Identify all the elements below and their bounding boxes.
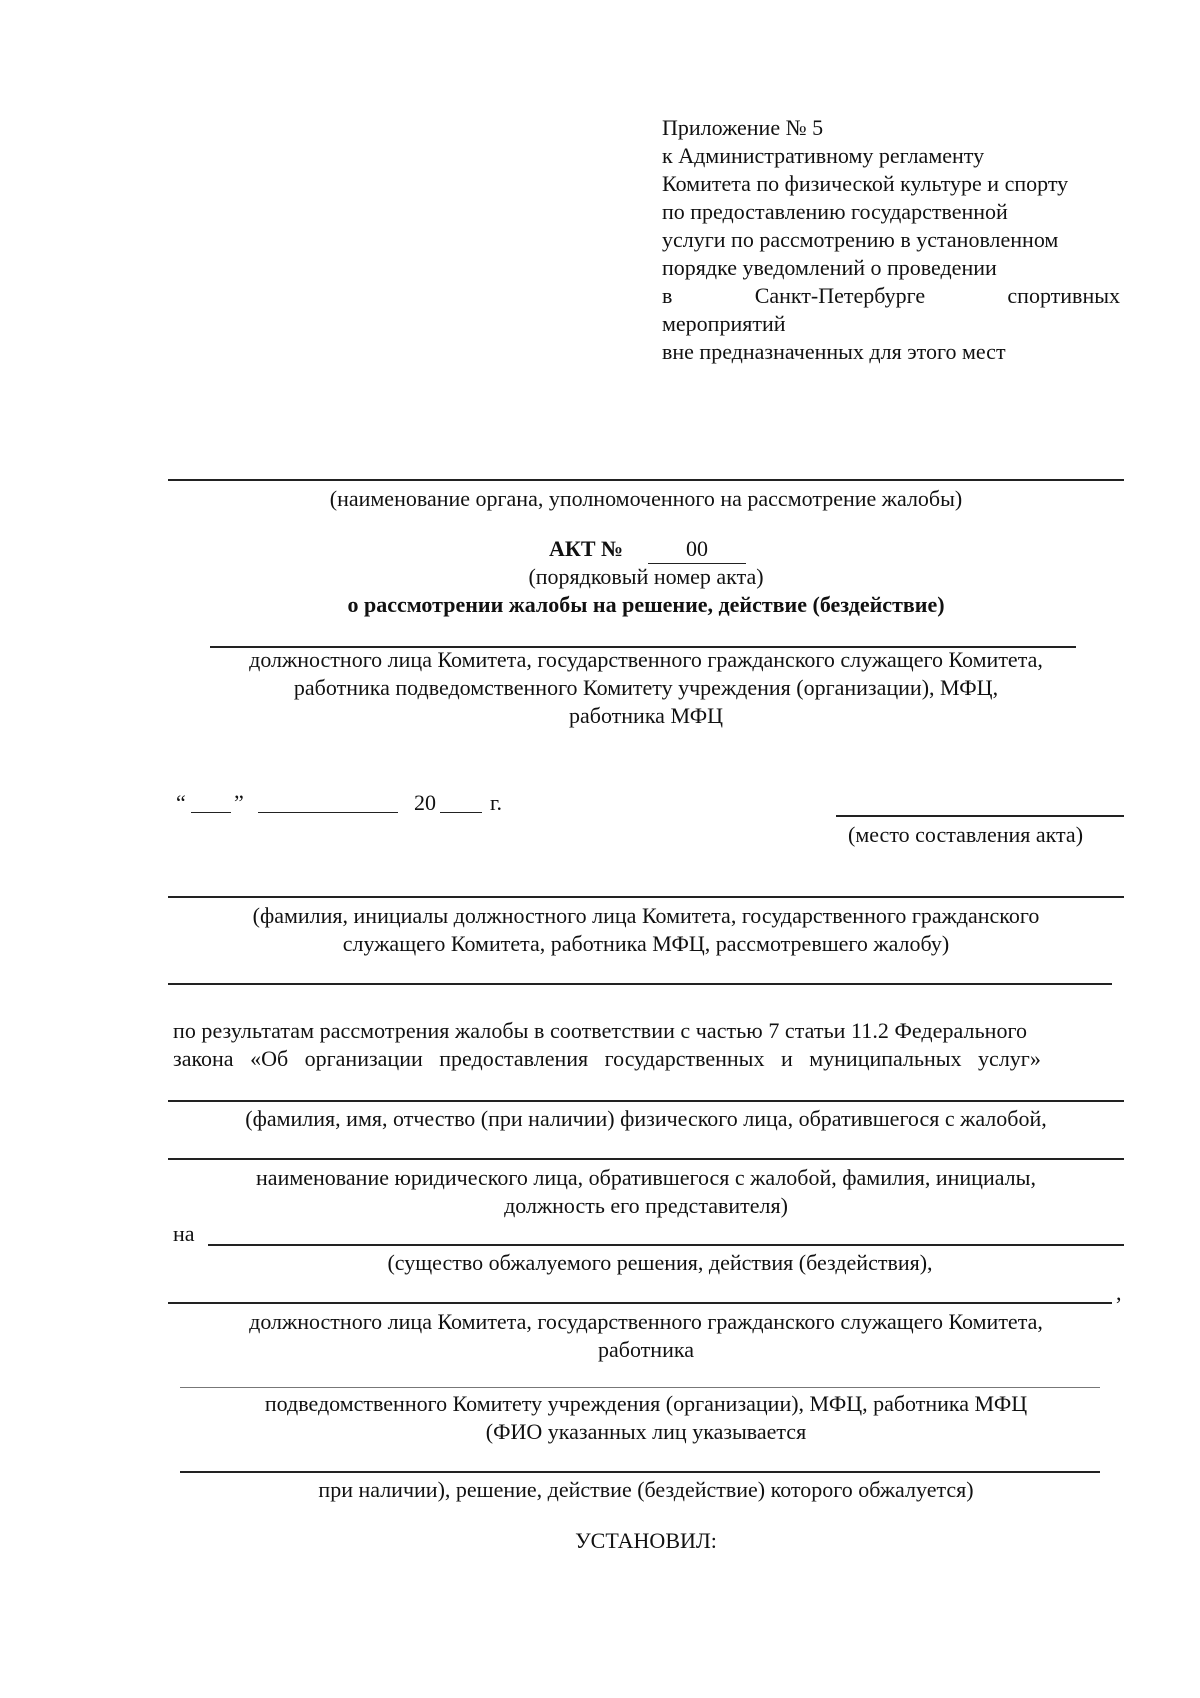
appendix-line: Комитета по физической культуре и спорту	[662, 171, 1069, 196]
place-line	[836, 815, 1124, 817]
persons-caption	[168, 646, 1124, 730]
place-caption: (место составления акта)	[848, 822, 1084, 847]
reviewer-caption	[168, 902, 1124, 958]
complainant-caption-1: (фамилия, имя, отчество (при наличии) физического лица, обратившегося с жалобой,	[245, 1106, 1047, 1131]
appendix-line: по предоставлению государственной	[662, 199, 1008, 224]
act-number: 00	[686, 536, 708, 561]
reviewer-caption-line: служащего Комитета, работника МФЦ, рассмотревшего жалобу)	[342, 931, 950, 956]
appendix-line: услуги по рассмотрению в установленном	[662, 227, 1059, 252]
appendix-line: к Административному регламенту	[662, 143, 985, 168]
date-day-blank	[191, 812, 231, 813]
date-open-quote: “	[176, 790, 186, 815]
essence-caption: (существо обжалуемого решения, действия (бездействия),	[387, 1250, 933, 1275]
complainant-caption-line: должность его представителя)	[504, 1193, 788, 1218]
results-text-line: по результатам рассмотрения жалобы в соответствии с частью 7 статьи 11.2 Федерального	[173, 1018, 1028, 1043]
date-year-blank	[440, 812, 482, 813]
appendix-line: вне предназначенных для этого мест	[662, 339, 1006, 364]
appendix-spread-line	[662, 282, 1120, 310]
subordinate-caption-line: подведомственного Комитету учреждения (организации), МФЦ, работника МФЦ	[264, 1391, 1028, 1416]
essence-line	[208, 1244, 1124, 1246]
complainant-line-2	[168, 1158, 1124, 1160]
persons-caption-line: работника МФЦ	[569, 703, 723, 728]
persons-caption-line: работника подведомственного Комитету учреждения (организации), МФЦ,	[293, 675, 999, 700]
subordinate-caption	[168, 1390, 1124, 1446]
reviewer-caption-line: (фамилия, инициалы должностного лица Комитета, государственного гражданского	[252, 903, 1040, 928]
official-caption-line: работника	[598, 1337, 694, 1362]
date-close-quote: ”	[234, 790, 244, 815]
complainant-line-1	[168, 1100, 1124, 1102]
persons-caption-line: должностного лица Комитета, государственного гражданского служащего Комитета,	[249, 647, 1043, 672]
official-caption	[168, 1308, 1124, 1364]
subordinate-caption-line: (ФИО указанных лиц указывается	[485, 1419, 807, 1444]
complainant-caption-2	[168, 1164, 1124, 1220]
presence-line	[180, 1471, 1100, 1473]
on-label: на	[173, 1221, 195, 1246]
complainant-caption-line: наименование юридического лица, обратившегося с жалобой, фамилия, инициалы,	[256, 1165, 1036, 1190]
appendix-word: Санкт-Петербурге	[754, 283, 926, 308]
presence-caption: при наличии), решение, действие (бездействие) которого обжалуется)	[318, 1477, 974, 1502]
act-subject: о рассмотрении жалобы на решение, действие (бездействие)	[347, 592, 945, 617]
appendix-word: спортивных	[1007, 283, 1120, 308]
act-title: АКТ №	[549, 536, 624, 561]
organ-name-line	[168, 479, 1124, 481]
appendix-line: Приложение № 5	[662, 115, 824, 140]
appendix-line: мероприятий	[662, 311, 786, 336]
act-number-caption: (порядковый номер акта)	[528, 564, 764, 589]
date-year-prefix: 20	[414, 790, 436, 815]
date-month-blank	[258, 812, 398, 813]
results-text	[173, 1017, 1123, 1073]
results-text-line: закона «Об организации предоставления государственных и муниципальных услуг»	[173, 1046, 1041, 1071]
appendix-line: порядке уведомлений о проведении	[662, 255, 997, 280]
date-year-suffix: г.	[490, 790, 503, 815]
reviewer-extra-line	[168, 983, 1112, 985]
established-heading: УСТАНОВИЛ:	[575, 1528, 717, 1553]
organ-caption: (наименование органа, уполномоченного на рассмотрение жалобы)	[329, 486, 963, 511]
appendix-word: в	[662, 283, 673, 308]
reviewer-line	[168, 896, 1124, 898]
subordinate-line	[180, 1387, 1100, 1388]
official-comma: ,	[1116, 1280, 1122, 1305]
official-line	[168, 1302, 1112, 1304]
official-caption-line: должностного лица Комитета, государственного гражданского служащего Комитета,	[249, 1309, 1043, 1334]
appendix-header	[662, 114, 1122, 366]
